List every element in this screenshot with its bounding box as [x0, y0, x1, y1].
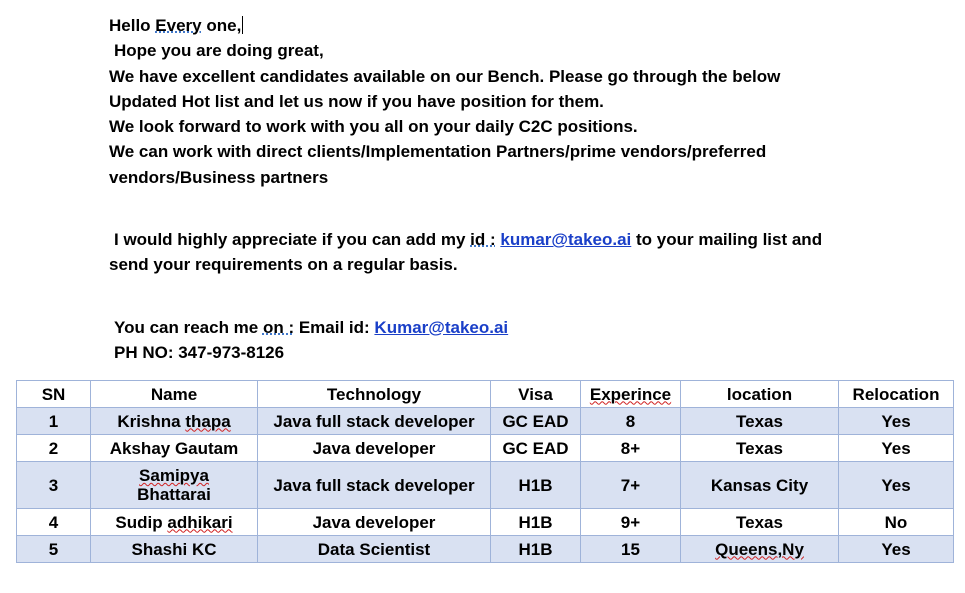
greeting-every: Every: [155, 16, 202, 35]
reach-on-label: on :: [262, 317, 295, 337]
cell-sn: 1: [17, 408, 91, 435]
cell-location: Kansas City: [681, 462, 839, 509]
cell-relocation: Yes: [839, 536, 954, 563]
header-name: Name: [91, 381, 258, 408]
cell-visa: GC EAD: [491, 408, 581, 435]
phone-line: PH NO: 347-973-8126: [114, 342, 285, 362]
cell-location-text: Queens,Ny: [715, 539, 804, 559]
greeting-text-end: one,: [201, 16, 242, 35]
table-row: [17, 462, 954, 509]
appreciate-email-link[interactable]: kumar@takeo.ai: [500, 230, 632, 250]
email-body: [109, 13, 869, 365]
cell-name-text: Krishna thapa: [117, 411, 231, 431]
cell-relocation: Yes: [839, 408, 954, 435]
cell-technology: Java full stack developer: [258, 462, 491, 509]
cell-technology: Java developer: [258, 509, 491, 536]
appreciate-text: I would highly appreciate if you can add my: [114, 230, 471, 250]
header-technology: Technology: [258, 381, 491, 408]
intro-line-7: vendors/Business partners: [109, 167, 329, 187]
cell-technology: Java developer: [258, 435, 491, 462]
cell-visa: GC EAD: [491, 435, 581, 462]
cell-name: [91, 462, 258, 509]
cell-technology: Java full stack developer: [258, 408, 491, 435]
header-experience-text: Experince: [589, 384, 672, 404]
cell-visa: H1B: [491, 462, 581, 509]
cell-location: Texas: [681, 408, 839, 435]
cell-experience: 9+: [581, 509, 681, 536]
appreciate-line-2: send your requirements on a regular basis.: [109, 255, 458, 275]
table-row: [17, 509, 954, 536]
intro-line-2: Hope you are doing great,: [114, 41, 324, 61]
appreciate-line: [109, 227, 869, 252]
cell-sn: 2: [17, 435, 91, 462]
cell-name: Shashi KC: [91, 536, 258, 563]
cell-location: [681, 536, 839, 563]
reach-line: [109, 315, 869, 340]
cell-name: [91, 408, 258, 435]
intro-line-3: We have excellent candidates available on our Bench. Please go through the below: [109, 66, 781, 86]
table-row: [17, 408, 954, 435]
cell-name: [91, 509, 258, 536]
cell-name-first: Sudip: [115, 512, 163, 532]
cell-location: Texas: [681, 435, 839, 462]
table-header-row: [17, 381, 954, 408]
intro-line-5: We look forward to work with you all on your daily C2C positions.: [109, 117, 638, 137]
cell-technology: Data Scientist: [258, 536, 491, 563]
header-location: location: [681, 381, 839, 408]
cell-name-line1: Samipya: [139, 466, 209, 485]
table-row: [17, 435, 954, 462]
cell-name-line2: Bhattarai: [137, 485, 211, 504]
text-cursor: [242, 16, 243, 34]
header-experience: [581, 381, 681, 408]
intro-line-6: We can work with direct clients/Implementation Partners/prime vendors/preferred: [109, 142, 767, 162]
reach-email-link[interactable]: Kumar@takeo.ai: [374, 317, 509, 337]
header-relocation: Relocation: [839, 381, 954, 408]
cell-experience: 7+: [581, 462, 681, 509]
table-row: [17, 536, 954, 563]
cell-location: Texas: [681, 509, 839, 536]
cell-relocation: Yes: [839, 462, 954, 509]
cell-experience: 8: [581, 408, 681, 435]
cell-sn: 4: [17, 509, 91, 536]
reach-text: You can reach me: [114, 317, 263, 337]
cell-visa: H1B: [491, 536, 581, 563]
intro-line-4: Updated Hot list and let us now if you have position for them.: [109, 91, 604, 111]
cell-name-last: adhikari: [167, 512, 233, 532]
reach-email-label: Email id:: [294, 317, 375, 337]
greeting-line: [109, 13, 869, 38]
header-visa: Visa: [491, 381, 581, 408]
cell-sn: 3: [17, 462, 91, 509]
cell-experience: 15: [581, 536, 681, 563]
cell-relocation: Yes: [839, 435, 954, 462]
header-sn: SN: [17, 381, 91, 408]
cell-name: Akshay Gautam: [91, 435, 258, 462]
hot-list-table: [16, 380, 954, 563]
cell-relocation: No: [839, 509, 954, 536]
cell-experience: 8+: [581, 435, 681, 462]
greeting-text: Hello: [109, 16, 156, 35]
cell-visa: H1B: [491, 509, 581, 536]
appreciate-id-label: id :: [470, 230, 496, 250]
appreciate-text-end: to your mailing list and: [631, 230, 823, 250]
cell-sn: 5: [17, 536, 91, 563]
